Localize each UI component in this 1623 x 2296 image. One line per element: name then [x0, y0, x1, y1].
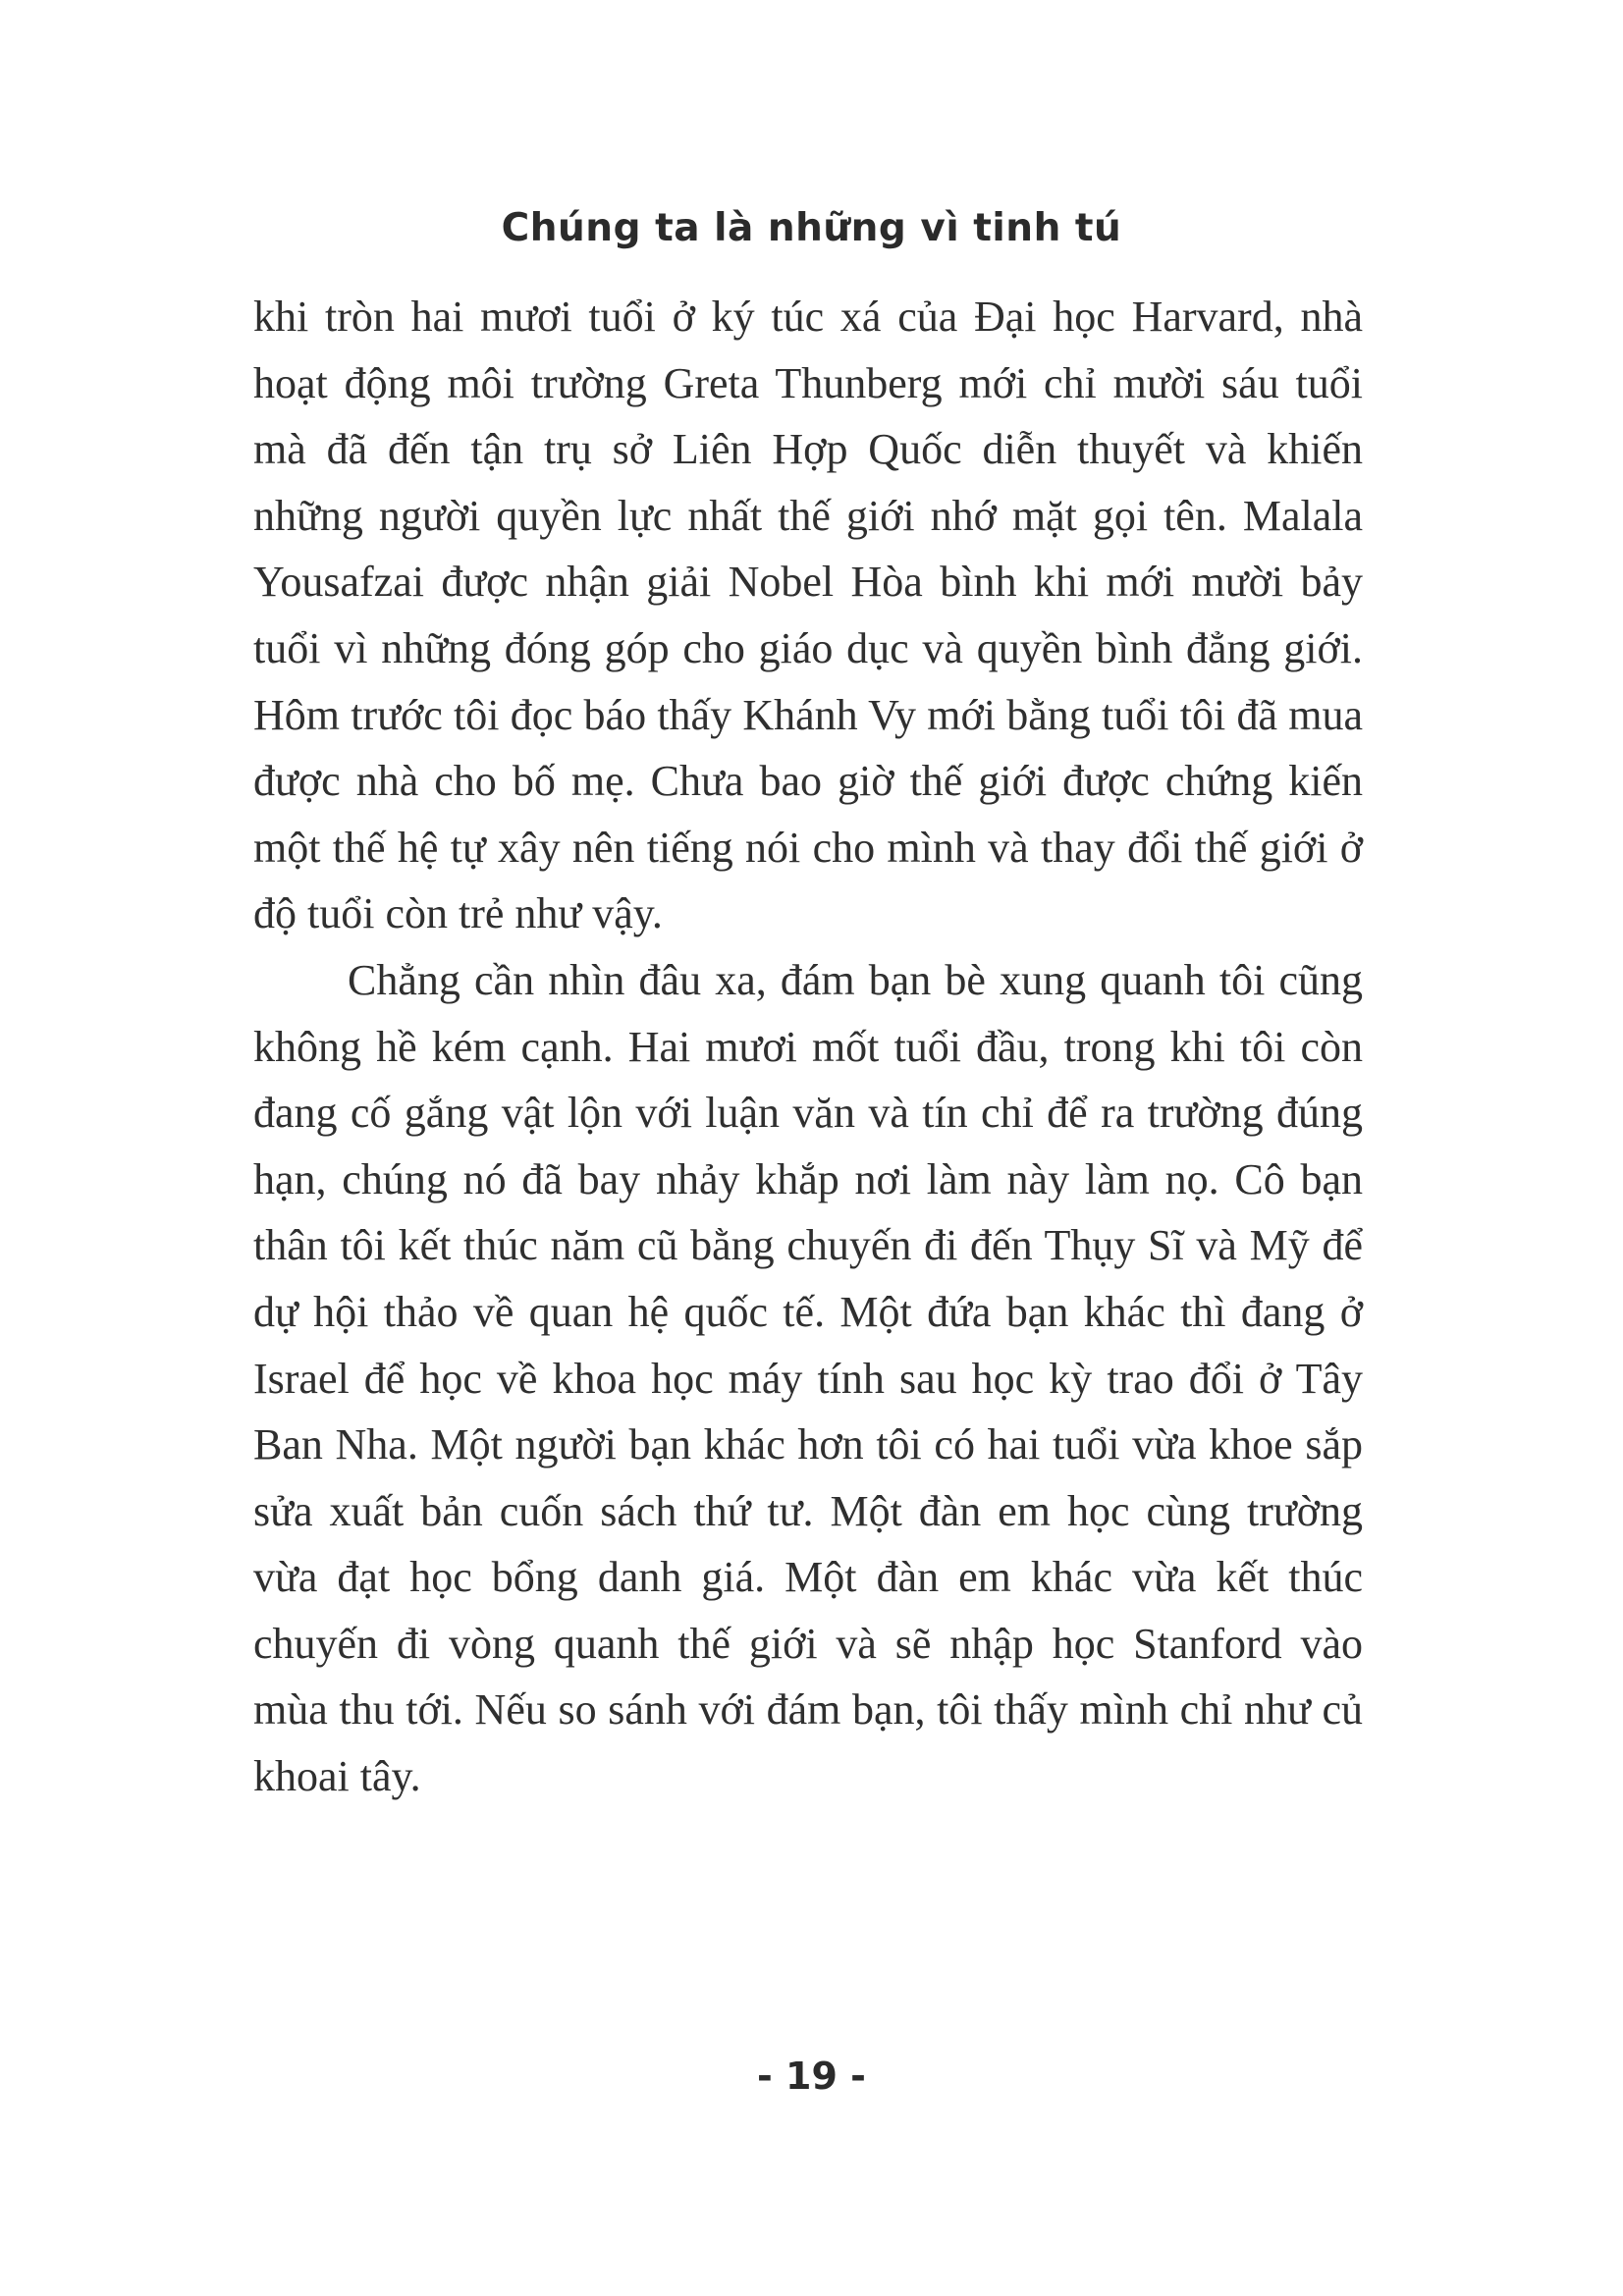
paragraph-2: Chẳng cần nhìn đâu xa, đám bạn bè xung quanh tôi cũng không hề kém cạnh. Hai mươi mốt tuổi đầu, trong khi tôi còn đang cố gắng vật lộn với luận văn và tín chỉ để ra trường đúng hạn, chúng nó đã bay nhảy khắp nơi làm này làm nọ. Cô bạn thân tôi kết thúc năm cũ bằng chuyến đi đến Thụy Sĩ và Mỹ để dự hội thảo về quan hệ quốc tế. Một đứa bạn khác thì đang ở Israel để học về khoa học máy tính sau học kỳ trao đổi ở Tây Ban Nha. Một người bạn khác hơn tôi có hai tuổi vừa khoe sắp sửa xuất bản cuốn sách thứ tư. Một đàn em học cùng trường vừa đạt học bổng danh giá. Một đàn em khác vừa kết thúc chuyến đi vòng quanh thế giới và sẽ nhập học Stanford vào mùa thu tới. Nếu so sánh với đám bạn, tôi thấy mình chỉ như củ khoai tây. — [253, 955, 1363, 1801]
body-text — [253, 284, 1363, 1810]
paragraph-1: khi tròn hai mươi tuổi ở ký túc xá của Đại học Harvard, nhà hoạt động môi trường Greta Thunberg mới chỉ mười sáu tuổi mà đã đến tận trụ sở Liên Hợp Quốc diễn thuyết và khiến những người quyền lực nhất thế giới nhớ mặt gọi tên. Malala Yousafzai được nhận giải Nobel Hòa bình khi mới mười bảy tuổi vì những đóng góp cho giáo dục và quyền bình đẳng giới. Hôm trước tôi đọc báo thấy Khánh Vy mới bằng tuổi tôi đã mua được nhà cho bố mẹ. Chưa bao giờ thế giới được chứng kiến một thế hệ tự xây nên tiếng nói cho mình và thay đổi thế giới ở độ tuổi còn trẻ như vậy. — [253, 293, 1363, 938]
running-header-title: Chúng ta là những vì tinh tú — [501, 206, 1122, 250]
page-number: - 19 - — [757, 2055, 866, 2098]
